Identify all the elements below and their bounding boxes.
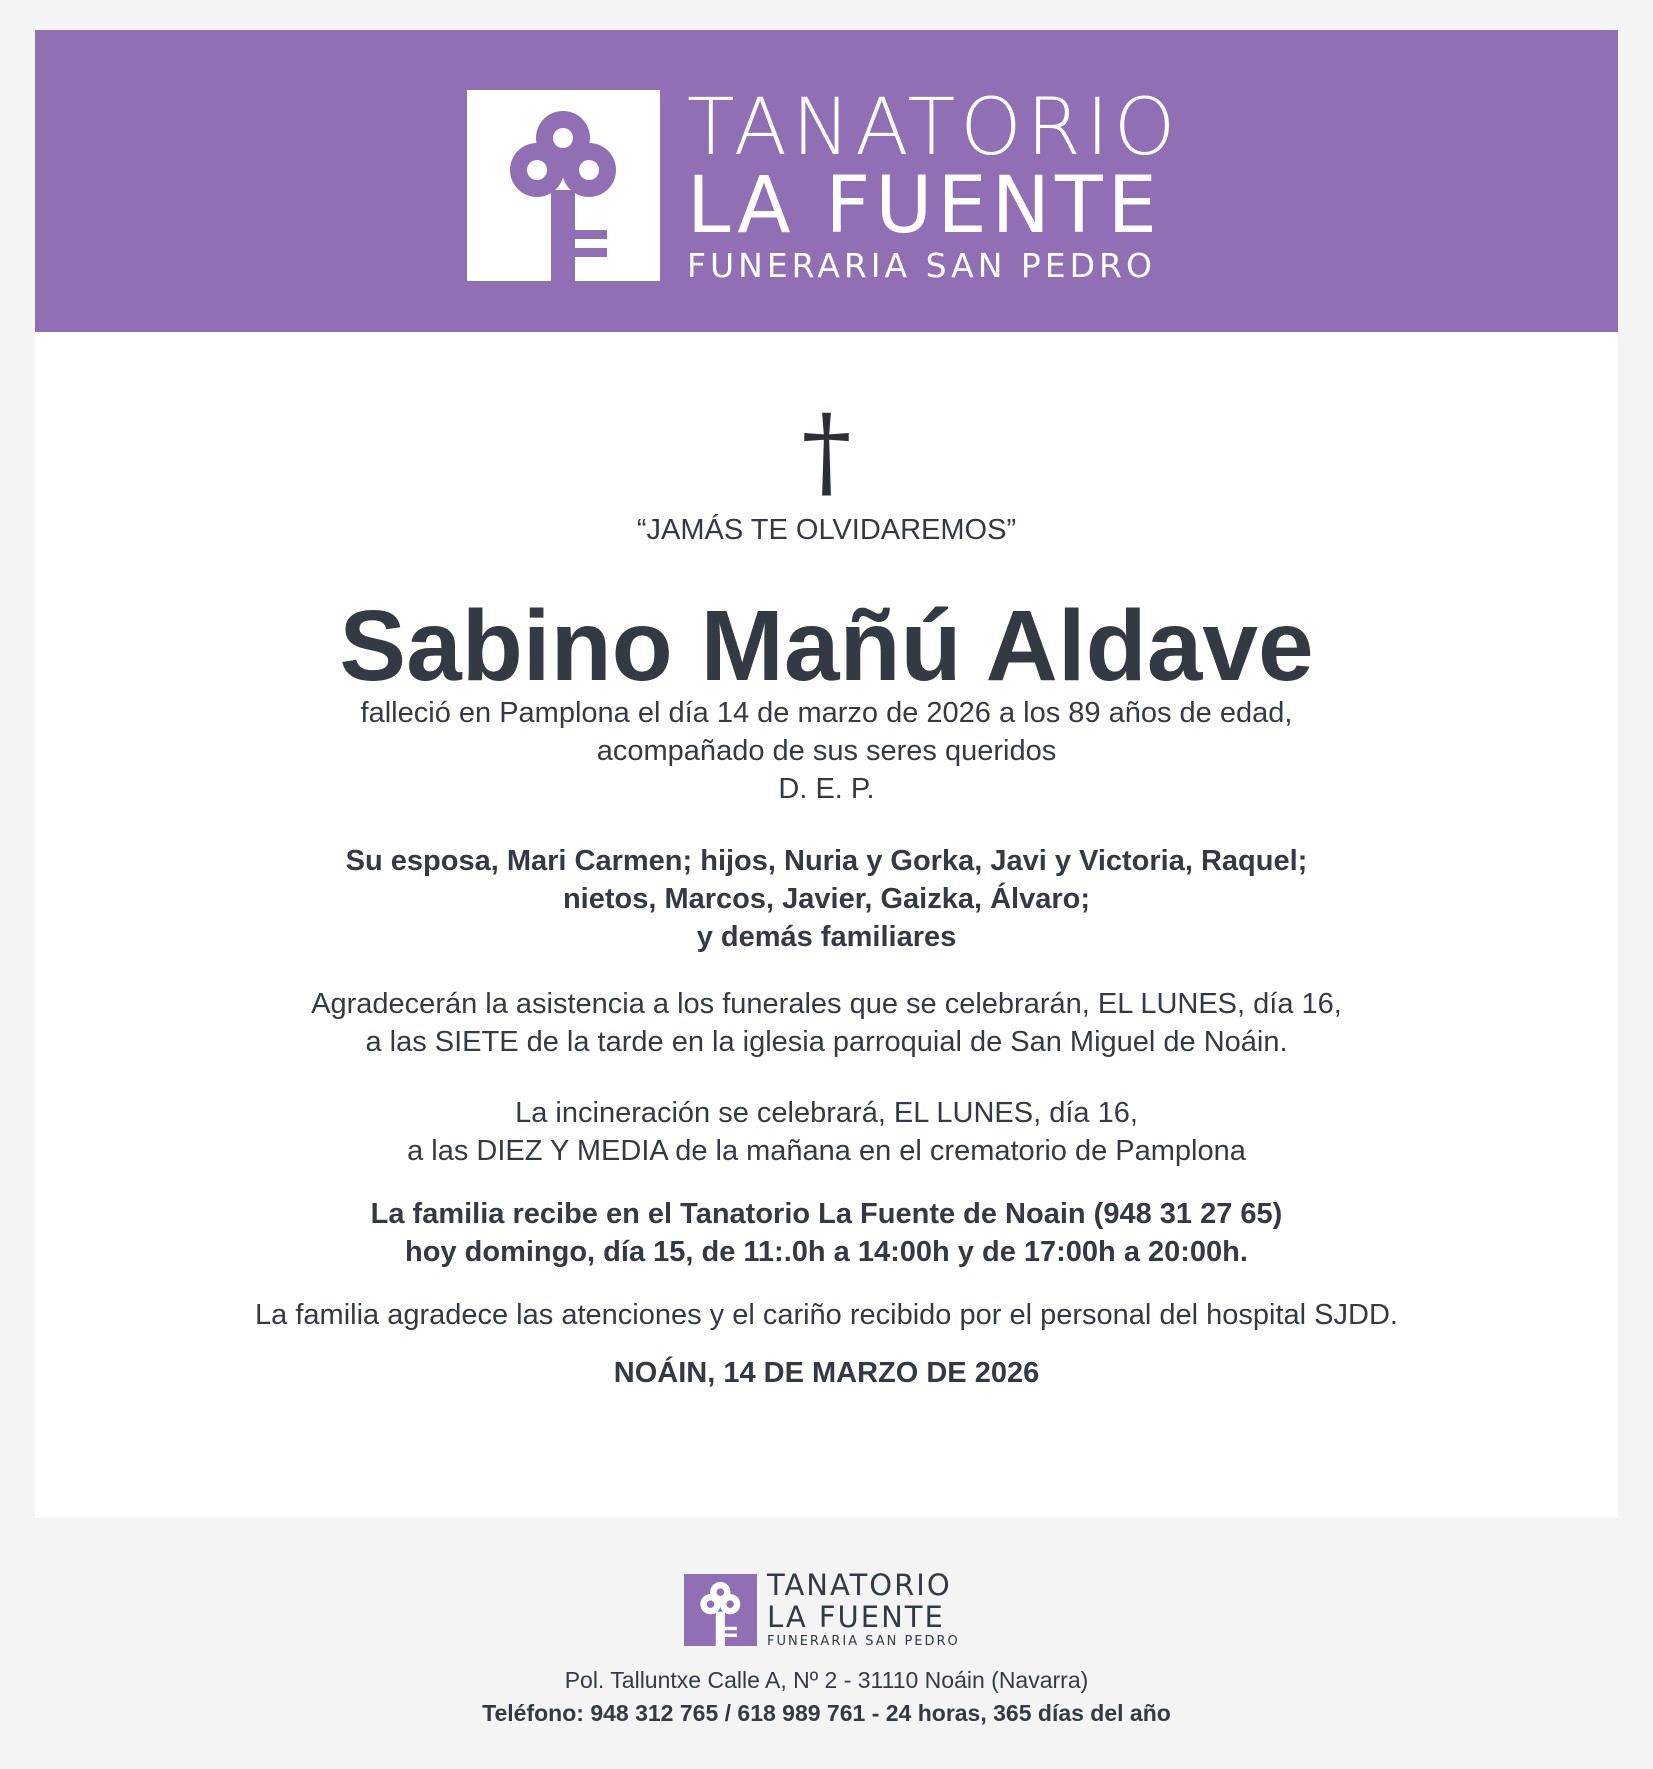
place-date: NOÁIN, 14 DE MARZO DE 2026: [613, 1357, 1040, 1389]
motto: “JAMÁS TE OLVIDAREMOS”: [636, 514, 1017, 546]
deceased-name: Sabino Mañú Aldave: [339, 590, 1314, 702]
cross-icon: †: [801, 393, 852, 510]
brand-name-line2: LA FUENTE: [687, 161, 1162, 251]
key-icon: [467, 90, 660, 281]
death-line: D. E. P.: [778, 773, 875, 805]
funeral-line: a las SIETE de la tarde en la iglesia parroquial de San Miguel de Noáin.: [365, 1026, 1288, 1058]
reception-line: hoy domingo, día 15, de 11:.0h a 14:00h y de 17:00h a 20:00h.: [405, 1236, 1248, 1268]
cremation-line: La incineración se celebrará, EL LUNES, día 16,: [515, 1097, 1138, 1129]
footer-brand-line2: LA FUENTE: [767, 1600, 945, 1634]
brand-subtitle: FUNERARIA SAN PEDRO: [687, 246, 1156, 285]
obituary-card: [35, 30, 1618, 1518]
key-icon: [684, 1574, 757, 1646]
header-banner: [35, 30, 1618, 332]
reception-line: La familia recibe en el Tanatorio La Fuente de Noain (948 31 27 65): [370, 1198, 1283, 1230]
footer-address: Pol. Talluntxe Calle A, Nº 2 - 31110 Noáin (Navarra): [564, 1667, 1089, 1693]
footer-phone: Teléfono: 948 312 765 / 618 989 761 - 24 horas, 365 días del año: [482, 1700, 1171, 1726]
family-line: y demás familiares: [696, 921, 957, 953]
death-line: acompañado de sus seres queridos: [596, 735, 1057, 767]
family-line: nietos, Marcos, Javier, Gaizka, Álvaro;: [562, 883, 1091, 915]
brand-name-line1: TANATORIO: [687, 83, 1181, 173]
funeral-line: Agradecerán la asistencia a los funerales que se celebrarán, EL LUNES, día 16,: [311, 988, 1342, 1020]
footer-brand-line1: TANATORIO: [767, 1568, 952, 1602]
thanks-line: La familia agradece las atenciones y el cariño recibido por el personal del hospital SJDD.: [255, 1299, 1398, 1331]
death-line: falleció en Pamplona el día 14 de marzo de 2026 a los 89 años de edad,: [360, 697, 1293, 729]
family-line: Su esposa, Mari Carmen; hijos, Nuria y Gorka, Javi y Victoria, Raquel;: [345, 845, 1308, 877]
footer-brand-subtitle: FUNERARIA SAN PEDRO: [767, 1634, 960, 1649]
cremation-line: a las DIEZ Y MEDIA de la mañana en el crematorio de Pamplona: [407, 1135, 1246, 1167]
